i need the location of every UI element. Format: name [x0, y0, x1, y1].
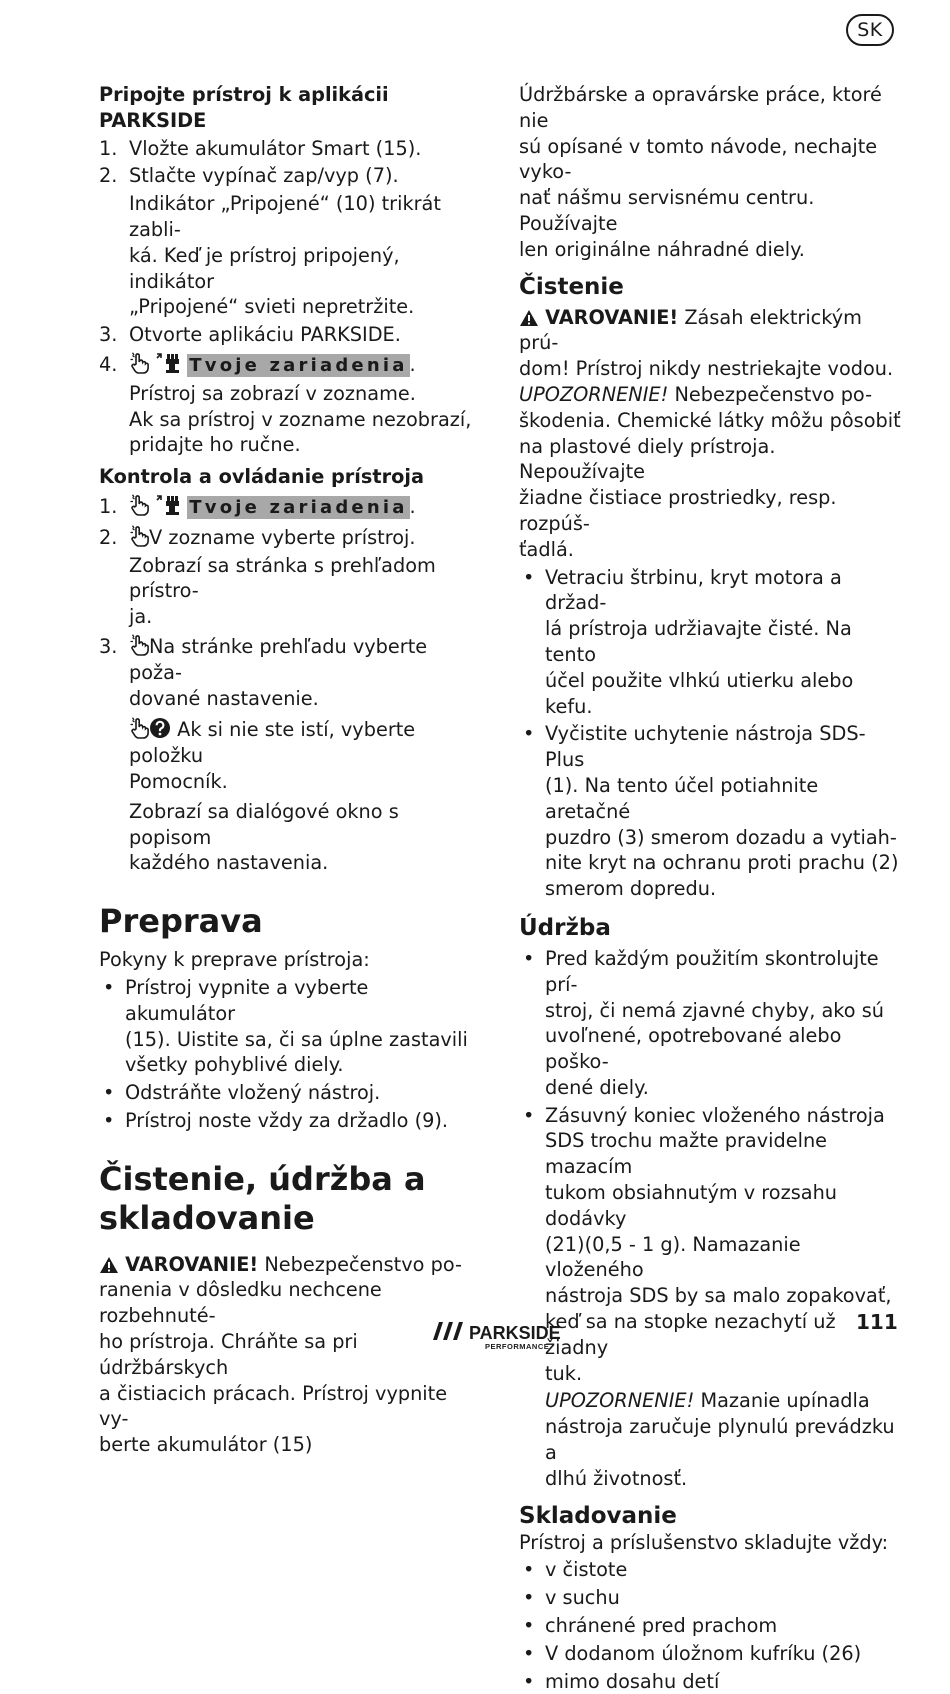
tap-hand-icon	[129, 525, 149, 547]
connect-title: Pripojte prístroj k aplikácii PARKSIDE	[99, 83, 389, 132]
help-note-detail: Zobrazí sa dialógové okno s popisom každého nastavenia.	[129, 799, 399, 875]
app-device-icon	[155, 494, 181, 516]
cleaning-warning: VAROVANIE! Zásah elektrickým prú- dom! Prístroj nikdy nestriekajte vodou.	[519, 305, 894, 381]
care-warning: VAROVANIE! Nebezpečenstvo po- ranenia v dôsledku nechcene rozbehnuté- ho prístroja. Chráňte sa pri údržbárskych a čistiacich prácach. Prístroj vypnite vy- berte akumulátor (15)	[99, 1252, 462, 1457]
maintenance-item-2: • Zásuvný koniec vloženého nástroja SDS trochu mažte pravidelne mazacím tukom obsiahnutým v rozsahu dodávky (21)(0,5 - 1 g). Namazanie vloženého nástroja SDS by sa malo zopakovať, keď sa na stopke nezachytí už žiadny tuk.	[523, 1103, 892, 1385]
cleaning-item-2: • Vyčistite uchytenie nástroja SDS-Plus (1). Na tento účel potiahnite aretačné puzdro (3) smerom dozadu a vytiah- nite kryt na ochranu proti prachu (2) smerom dopredu.	[523, 722, 899, 901]
your-devices-label: Tvoje zariadenia	[189, 354, 408, 376]
step-3: 3. Otvorte aplikáciu PARKSIDE.	[99, 323, 401, 347]
warning-icon	[99, 1256, 119, 1274]
control-step-3: 3. Na stránke prehľadu vyberte poža- dované nastavenie.	[99, 634, 428, 710]
transport-item-3: • Prístroj noste vždy za držadlo (9).	[103, 1108, 449, 1132]
right-column	[519, 82, 902, 1694]
help-note: Ak si nie ste istí, vyberte položku Pomocník.	[129, 718, 416, 793]
transport-item-2: • Odstráňte vložený nástroj.	[103, 1081, 381, 1105]
step-4: 4. Tvoje zariadenia .	[99, 352, 416, 376]
left-column	[99, 82, 479, 1458]
transport-title: Preprava	[99, 902, 263, 941]
storage-item: • chránené pred prachom	[523, 1614, 778, 1638]
tap-hand-icon	[129, 717, 149, 739]
step-2-note: Indikátor „Pripojené“ (10) trikrát zabli- ká. Keď je prístroj pripojený, indikátor „Pripojené“ svieti nepretržite.	[129, 192, 441, 319]
svg-text:PERFORMANCE: PERFORMANCE	[485, 1342, 550, 1351]
storage-item: • v čistote	[523, 1558, 628, 1582]
step-2: 2. Stlačte vypínač zap/vyp (7).	[99, 164, 399, 188]
repair-intro: Údržbárske a opravárske práce, ktoré nie sú opísané v tomto návode, nechajte vyko- nať nášmu servisnému centru. Používajte len originálne náhradné diely.	[519, 83, 882, 261]
parkside-logo	[431, 1318, 591, 1352]
control-title: Kontrola a ovládanie prístroja	[99, 465, 424, 489]
control-step-1: 1. Tvoje zariadenia .	[99, 494, 416, 518]
tap-hand-icon	[129, 494, 149, 516]
transport-intro: Pokyny k preprave prístroja:	[99, 948, 370, 972]
maintenance-caution: UPOZORNENIE! Mazanie upínadla nástroja zaručuje plynulú prevádzku a dlhú životnosť.	[545, 1389, 895, 1490]
svg-text:PARKSIDE: PARKSIDE	[469, 1323, 561, 1343]
your-devices-label: Tvoje zariadenia	[189, 496, 408, 518]
cleaning-caution: UPOZORNENIE! Nebezpečenstvo po- škodenia. Chemické látky môžu pôsobiť na plastové diely prístroja. Nepoužívajte žiadne čistiace prostriedky, resp. rozpúš- ťadlá.	[519, 382, 901, 561]
transport-item-1: • Prístroj vypnite a vyberte akumulátor (15). Uistite sa, či sa úplne zastavili všetky pohyblivé diely.	[103, 975, 468, 1077]
control-step-2-note: Zobrazí sa stránka s prehľadom prístro- ja.	[129, 553, 436, 629]
tap-hand-icon	[129, 634, 149, 656]
step-1: 1. Vložte akumulátor Smart (15).	[99, 136, 422, 160]
storage-intro: Prístroj a príslušenstvo skladujte vždy:	[519, 1530, 889, 1554]
storage-item: • v suchu	[523, 1586, 620, 1610]
page-number: 111	[856, 1310, 898, 1334]
control-step-2: 2. V zozname vyberte prístroj.	[99, 525, 416, 549]
storage-item: • mimo dosahu detí	[523, 1669, 720, 1693]
cleaning-item-1: • Vetraciu štrbinu, kryt motora a držad- lá prístroja udržiavajte čisté. Na tento účel použite vlhkú utierku alebo kefu.	[523, 565, 854, 718]
step-4-note: Prístroj sa zobrazí v zozname. Ak sa prístroj v zozname nezobrazí, pridajte ho ručne.	[129, 381, 472, 457]
storage-item: • V dodanom úložnom kufríku (26)	[523, 1641, 862, 1665]
warning-icon	[519, 309, 539, 327]
care-title: Čistenie, údržba a skladovanie	[99, 1159, 426, 1237]
language-badge: SK	[846, 14, 894, 46]
app-device-icon	[155, 352, 181, 374]
help-question-icon	[149, 717, 171, 739]
maintenance-title: Údržba	[519, 914, 611, 941]
maintenance-item-1: • Pred každým použitím skontrolujte prí- stroj, či nemá zjavné chyby, ako sú uvoľnené, opotrebované alebo poško- dené diely.	[523, 946, 884, 1099]
tap-hand-icon	[129, 352, 149, 374]
storage-title: Skladovanie	[519, 1502, 677, 1529]
cleaning-title: Čistenie	[519, 273, 624, 300]
